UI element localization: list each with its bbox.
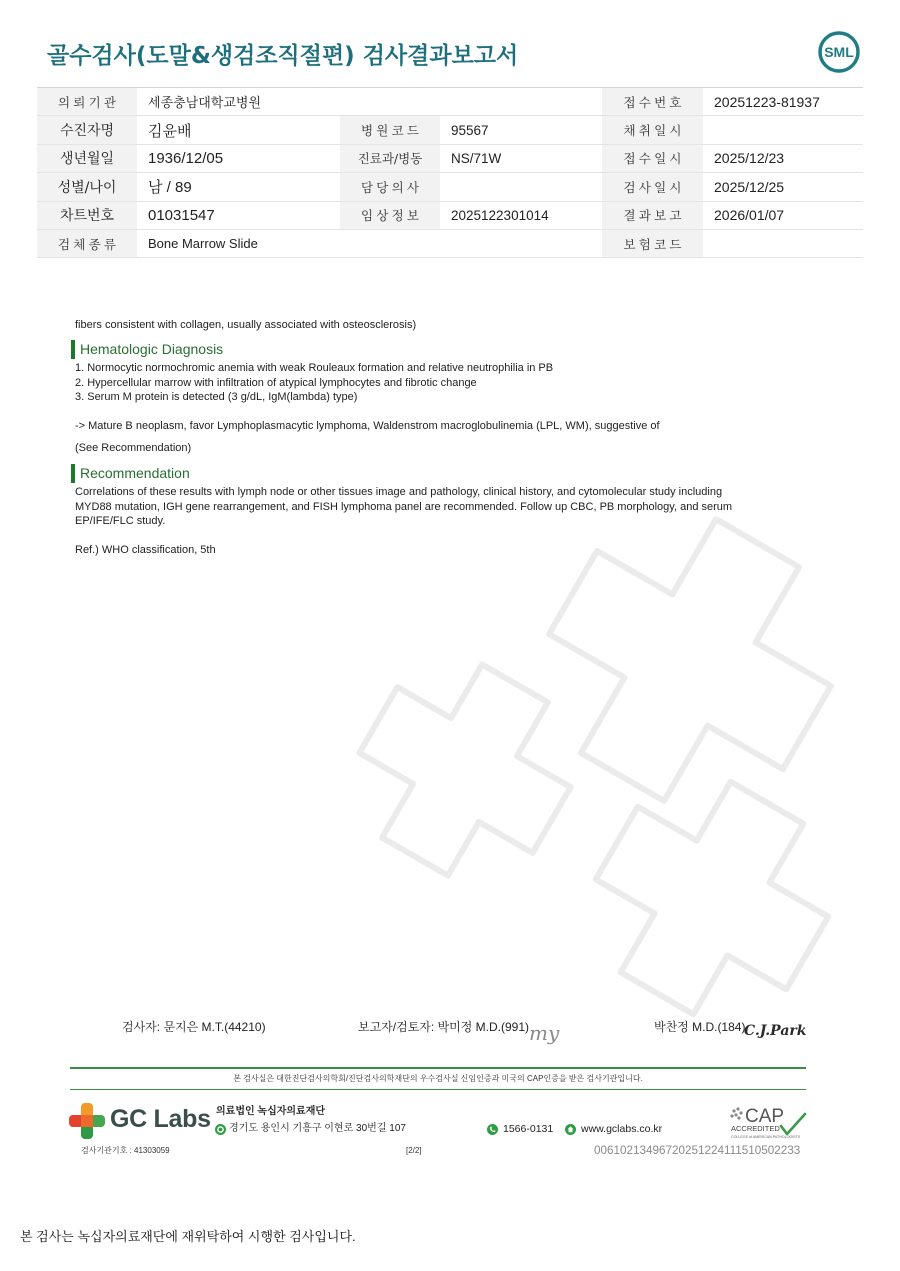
footer-top-rule: [70, 1067, 806, 1069]
patient-info-table: [37, 87, 863, 258]
continued-text: fibers consistent with collagen, usually associated with osteosclerosis): [75, 319, 417, 331]
institution-code: 검사기관기호 : 41303059: [81, 1146, 170, 1155]
reported-at-label: 결과보고: [602, 202, 703, 230]
tested-at-label: 검사일시: [602, 173, 703, 201]
reviewer-signature-line: 보고자/검토자: 박미정 M.D.(991): [358, 1020, 530, 1034]
approver-signature-mark: C.J.Park: [744, 1023, 807, 1039]
clinical-info-value: 2025122301014: [440, 202, 602, 230]
chart-no-label: 차트번호: [37, 202, 137, 230]
outsourcing-note: 본 검사는 녹십자의료재단에 재위탁하여 시행한 검사입니다.: [20, 1229, 356, 1244]
cap-accredited-logo-icon: [726, 1103, 808, 1143]
physician-label: 담당의사: [340, 173, 440, 201]
address-text: 경기도 용인시 기흥구 이현로 30번길 107: [229, 1123, 406, 1134]
reference-note: Ref.) WHO classification, 5th: [75, 544, 216, 556]
collected-at-value: [703, 116, 863, 144]
approver-signature-line: 박찬정 M.D.(184): [654, 1020, 746, 1034]
insurance-code-label: 보험코드: [602, 230, 703, 258]
received-at-value: 2025/12/23: [703, 145, 863, 173]
recommendation-heading: Recommendation: [80, 465, 190, 481]
recommendation-line: EP/IFE/FLC study.: [75, 515, 166, 527]
cap-logo-name: CAP: [745, 1106, 785, 1127]
institution-value: 세종충남대학교병원: [137, 88, 602, 116]
phone-number: 1566-0131: [503, 1123, 554, 1135]
gc-labs-logo-text: GC Labs: [110, 1105, 211, 1133]
document-number: 00610213496720251224111510502233: [594, 1144, 801, 1157]
hospital-code-label: 병원코드: [340, 116, 440, 144]
collected-at-label: 채취일시: [602, 116, 703, 144]
footer-bottom-rule: [70, 1089, 806, 1090]
birth-date-value: 1936/12/05: [137, 145, 340, 173]
gc-cross-logo-icon: [69, 1103, 105, 1139]
accreditation-notice: 본 검사실은 대한진단검사의학회/진단검사의학재단의 우수검사실 신임인증과 미국의 CAP인증을 받은 검사기관입니다.: [233, 1074, 643, 1083]
department-ward-label: 진료과/병동: [340, 145, 440, 173]
sex-age-label: 성별/나이: [37, 173, 137, 201]
recommendation-line: MYD88 mutation, IGH gene rearrangement, and FISH lymphoma panel are recommended. Follow up CBC, PB morphology, and serum: [75, 501, 733, 513]
recommendation-heading-bar: [71, 464, 75, 483]
report-title: 골수검사(도말&생검조직절편) 검사결과보고서: [47, 43, 519, 69]
department-ward-value: NS/71W: [440, 145, 602, 173]
watermark-cross-icon: [328, 633, 601, 906]
patient-name-label: 수진자명: [37, 116, 137, 144]
receipt-no-label: 접수번호: [602, 88, 703, 116]
specimen-label: 검체종류: [37, 230, 137, 258]
diagnosis-item: 1. Normocytic normochromic anemia with weak Rouleaux formation and relative neutrophilia in PB: [75, 362, 554, 374]
diagnosis-heading-bar: [71, 340, 75, 359]
sex-age-value: 남 / 89: [137, 173, 340, 201]
cap-logo-org: COLLEGE of AMERICAN PATHOLOGISTS: [731, 1135, 801, 1139]
institution-label: 의뢰기관: [37, 88, 137, 116]
approver-handwritten-signature: [742, 1013, 810, 1043]
specimen-value: Bone Marrow Slide: [137, 230, 602, 258]
sml-logo-text: SML: [824, 44, 854, 60]
cap-logo-status: ACCREDITED: [731, 1124, 780, 1133]
see-recommendation-note: (See Recommendation): [75, 442, 192, 454]
insurance-code-value: [703, 230, 863, 258]
watermark-cross-icon: [562, 748, 863, 1049]
diagnosis-item: 2. Hypercellular marrow with infiltration of atypical lymphocytes and fibrotic change: [75, 377, 477, 389]
patient-name-value: 김윤배: [137, 116, 340, 144]
website-text: www.gclabs.co.kr: [581, 1123, 663, 1135]
phone-icon: [487, 1124, 498, 1135]
location-icon: [215, 1124, 226, 1135]
receipt-no-value: 20251223-81937: [703, 88, 863, 116]
tester-signature-line: 검사자: 문지은 M.T.(44210): [122, 1020, 266, 1034]
home-icon: [565, 1124, 576, 1135]
received-at-label: 접수일시: [602, 145, 703, 173]
reviewer-handwritten-signature: [526, 1014, 566, 1050]
recommendation-line: Correlations of these results with lymph node or other tissues image and pathology, clinical history, and cytomolecular study including: [75, 486, 723, 498]
reviewer-signature-mark: my: [529, 1021, 560, 1045]
physician-value: [440, 173, 602, 201]
birth-date-label: 생년월일: [37, 145, 137, 173]
diagnosis-heading: Hematologic Diagnosis: [80, 341, 224, 357]
diagnosis-conclusion: -> Mature B neoplasm, favor Lymphoplasmacytic lymphoma, Waldenstrom macroglobulinemia (LPL, WM), suggestive of: [75, 420, 660, 432]
sml-logo-icon: [816, 29, 862, 75]
tested-at-value: 2025/12/25: [703, 173, 863, 201]
watermark-cross-icon: [506, 476, 875, 845]
reported-at-value: 2026/01/07: [703, 202, 863, 230]
diagnosis-item: 3. Serum M protein is detected (3 g/dL, IgM(lambda) type): [75, 391, 358, 403]
clinical-info-label: 임상정보: [340, 202, 440, 230]
organization-name: 의료법인 녹십자의료재단: [216, 1106, 326, 1117]
hospital-code-value: 95567: [440, 116, 602, 144]
chart-no-value: 01031547: [137, 202, 340, 230]
page-number: [2/2]: [406, 1146, 422, 1155]
